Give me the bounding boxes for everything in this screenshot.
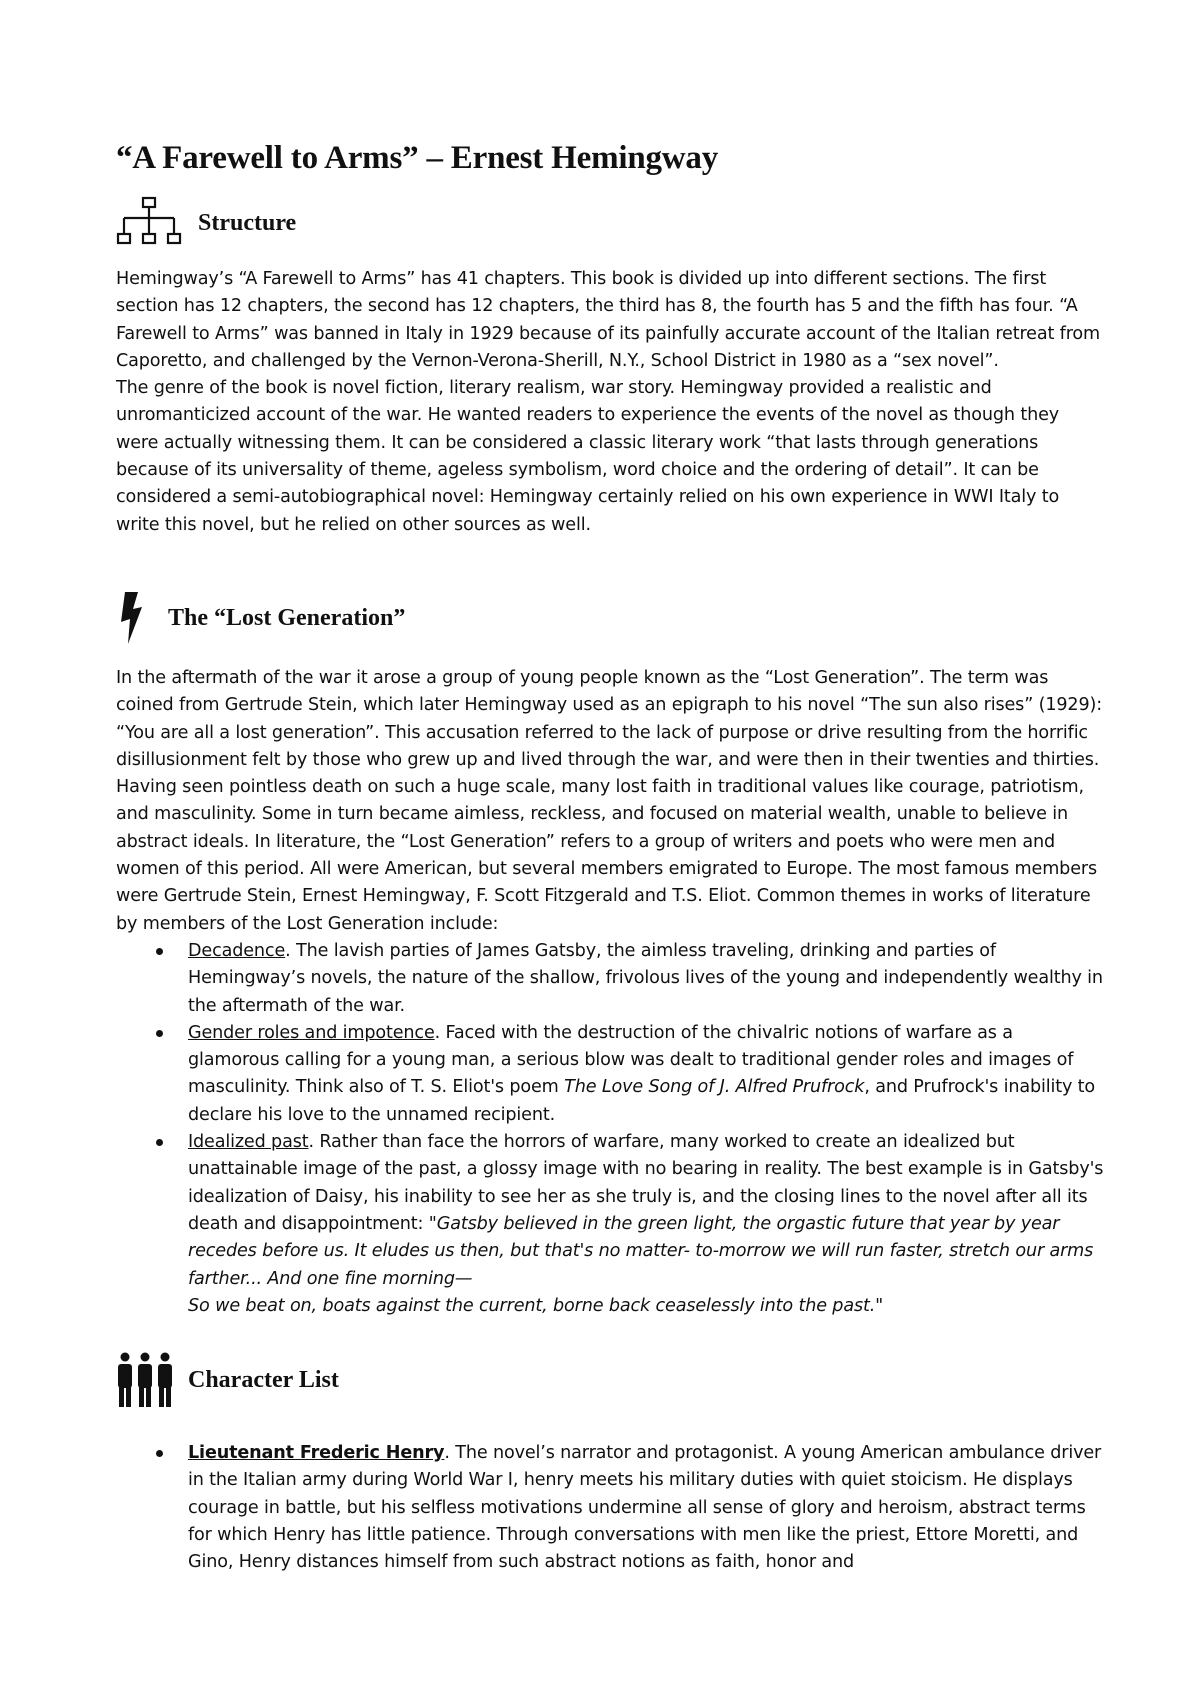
theme-text: . Faced with the destruction of the chivalric notions of warfare as a glamorous calling for a young man, a serious blow was dealt to traditional gender roles and images of masculinity. Think also of T. S. Eliot's poem xyxy=(188,1022,1074,1098)
list-item xyxy=(116,1440,1106,1576)
theme-term: Decadence xyxy=(188,940,286,961)
list-item xyxy=(116,1129,1106,1320)
lost-generation-heading-row xyxy=(116,592,405,644)
theme-text: . Rather than face the horrors of warfare, many worked to create an idealized but unattainable image of the past, a glossy image with no bearing in reality. The best example is in Gatsby's idealization of Daisy, his inability to see her as she truly is, and the closing lines to the novel after all its death and disappointment: xyxy=(188,1132,1104,1234)
character-description: . The novel’s narrator and protagonist. A young American ambulance driver in the Italian army during World War I, henry meets his military duties with quiet stoicism. He displays courage in battle, but his selfless motivations undermine all sense of glory and heroism, abstract terms for which Henry has little patience. Through conversations with men like the priest, Ettore Moretti, and Gino, Henry distances himself from such abstract notions as faith, honor and xyxy=(188,1443,1102,1573)
theme-text: , and Prufrock's inability to declare his love to the unnamed recipient. xyxy=(188,1077,1096,1125)
lost-generation-intro: In the aftermath of the war it arose a group of young people known as the “Lost Generation”. The term was coined from Gertrude Stein, which later Hemingway used as an epigraph to his novel “The sun also rises” (1929): “You are all a lost generation”. This accusation referred to the lack of purpose or drive resulting from the horrific disillusionment felt by those who grew up and lived through the war, and were then in their twenties and thirties. Having seen pointless death on such a huge scale, many lost faith in traditional values like courage, patriotism, and masculinity. Some in turn became aimless, reckless, and focused on material wealth, unable to believe in abstract ideals. In literature, the “Lost Generation” refers to a group of writers and poets who were men and women of this period. All were American, but several members emigrated to Europe. The most famous members were Gertrude Stein, Ernest Hemingway, F. Scott Fitzgerald and T.S. Eliot. Common themes in works of literature by members of the Lost Generation include: xyxy=(116,668,1102,934)
lost-generation-heading: The “Lost Generation” xyxy=(168,604,406,631)
theme-term: Idealized past xyxy=(188,1132,309,1153)
theme-term: Gender roles and impotence xyxy=(188,1022,435,1043)
character-list-heading: Character List xyxy=(188,1366,339,1393)
people-group-icon xyxy=(116,1352,174,1408)
theme-text: . The lavish parties of James Gatsby, the aimless traveling, drinking and parties of Hemingway’s novels, the nature of the shallow, frivolous lives of the young and independently wealthy in the aftermath of the war. xyxy=(188,940,1103,1016)
structure-heading-row xyxy=(116,196,296,250)
list-item xyxy=(116,938,1106,1020)
character-list xyxy=(116,1440,1106,1576)
character-list-body xyxy=(116,1440,1106,1576)
character-name: Lieutenant Frederic Henry xyxy=(188,1443,445,1463)
document-title: “A Farewell to Arms” – Ernest Hemingway xyxy=(116,140,719,176)
org-chart-icon xyxy=(116,196,182,250)
structure-body xyxy=(116,266,1106,539)
structure-heading: Structure xyxy=(198,209,297,236)
gatsby-quote-closing: So we beat on, boats against the current, borne back ceaselessly into the past." xyxy=(188,1295,884,1316)
structure-paragraph: Hemingway’s “A Farewell to Arms” has 41 chapters. This book is divided up into different sections. The first section has 12 chapters, the second has 12 chapters, the third has 8, the fourth has 5 and the fifth has four. “A Farewell to Arms” was banned in Italy in 1929 because of its painfully accurate account of the Italian retreat from Caporetto, and challenged by the Vernon-Verona-Sherill, N.Y., School District in 1980 as a “sex novel”. xyxy=(116,269,1100,371)
lost-generation-body xyxy=(116,665,1106,1320)
character-list-heading-row xyxy=(116,1352,339,1408)
themes-list xyxy=(116,938,1106,1320)
structure-paragraph: The genre of the book is novel fiction, literary realism, war story. Hemingway provided a realistic and unromanticized account of the war. He wanted readers to experience the events of the novel as though they were actually witnessing them. It can be considered a classic literary work “that lasts through generations because of its universality of theme, ageless symbolism, word choice and the ordering of detail”. It can be considered a semi-autobiographical novel: Hemingway certainly relied on his own experience in WWI Italy to write this novel, but he relied on other sources as well. xyxy=(116,378,1060,535)
gatsby-quote: "Gatsby believed in the green light, the orgastic future that year by year recedes before us. It eludes us then, but that's no matter- to-morrow we will run faster, stretch our arms farther... And one fine morning— xyxy=(188,1213,1094,1289)
lightning-bolt-icon xyxy=(116,592,150,644)
list-item xyxy=(116,1020,1106,1129)
work-title: The Love Song of J. Alfred Prufrock xyxy=(564,1077,865,1098)
